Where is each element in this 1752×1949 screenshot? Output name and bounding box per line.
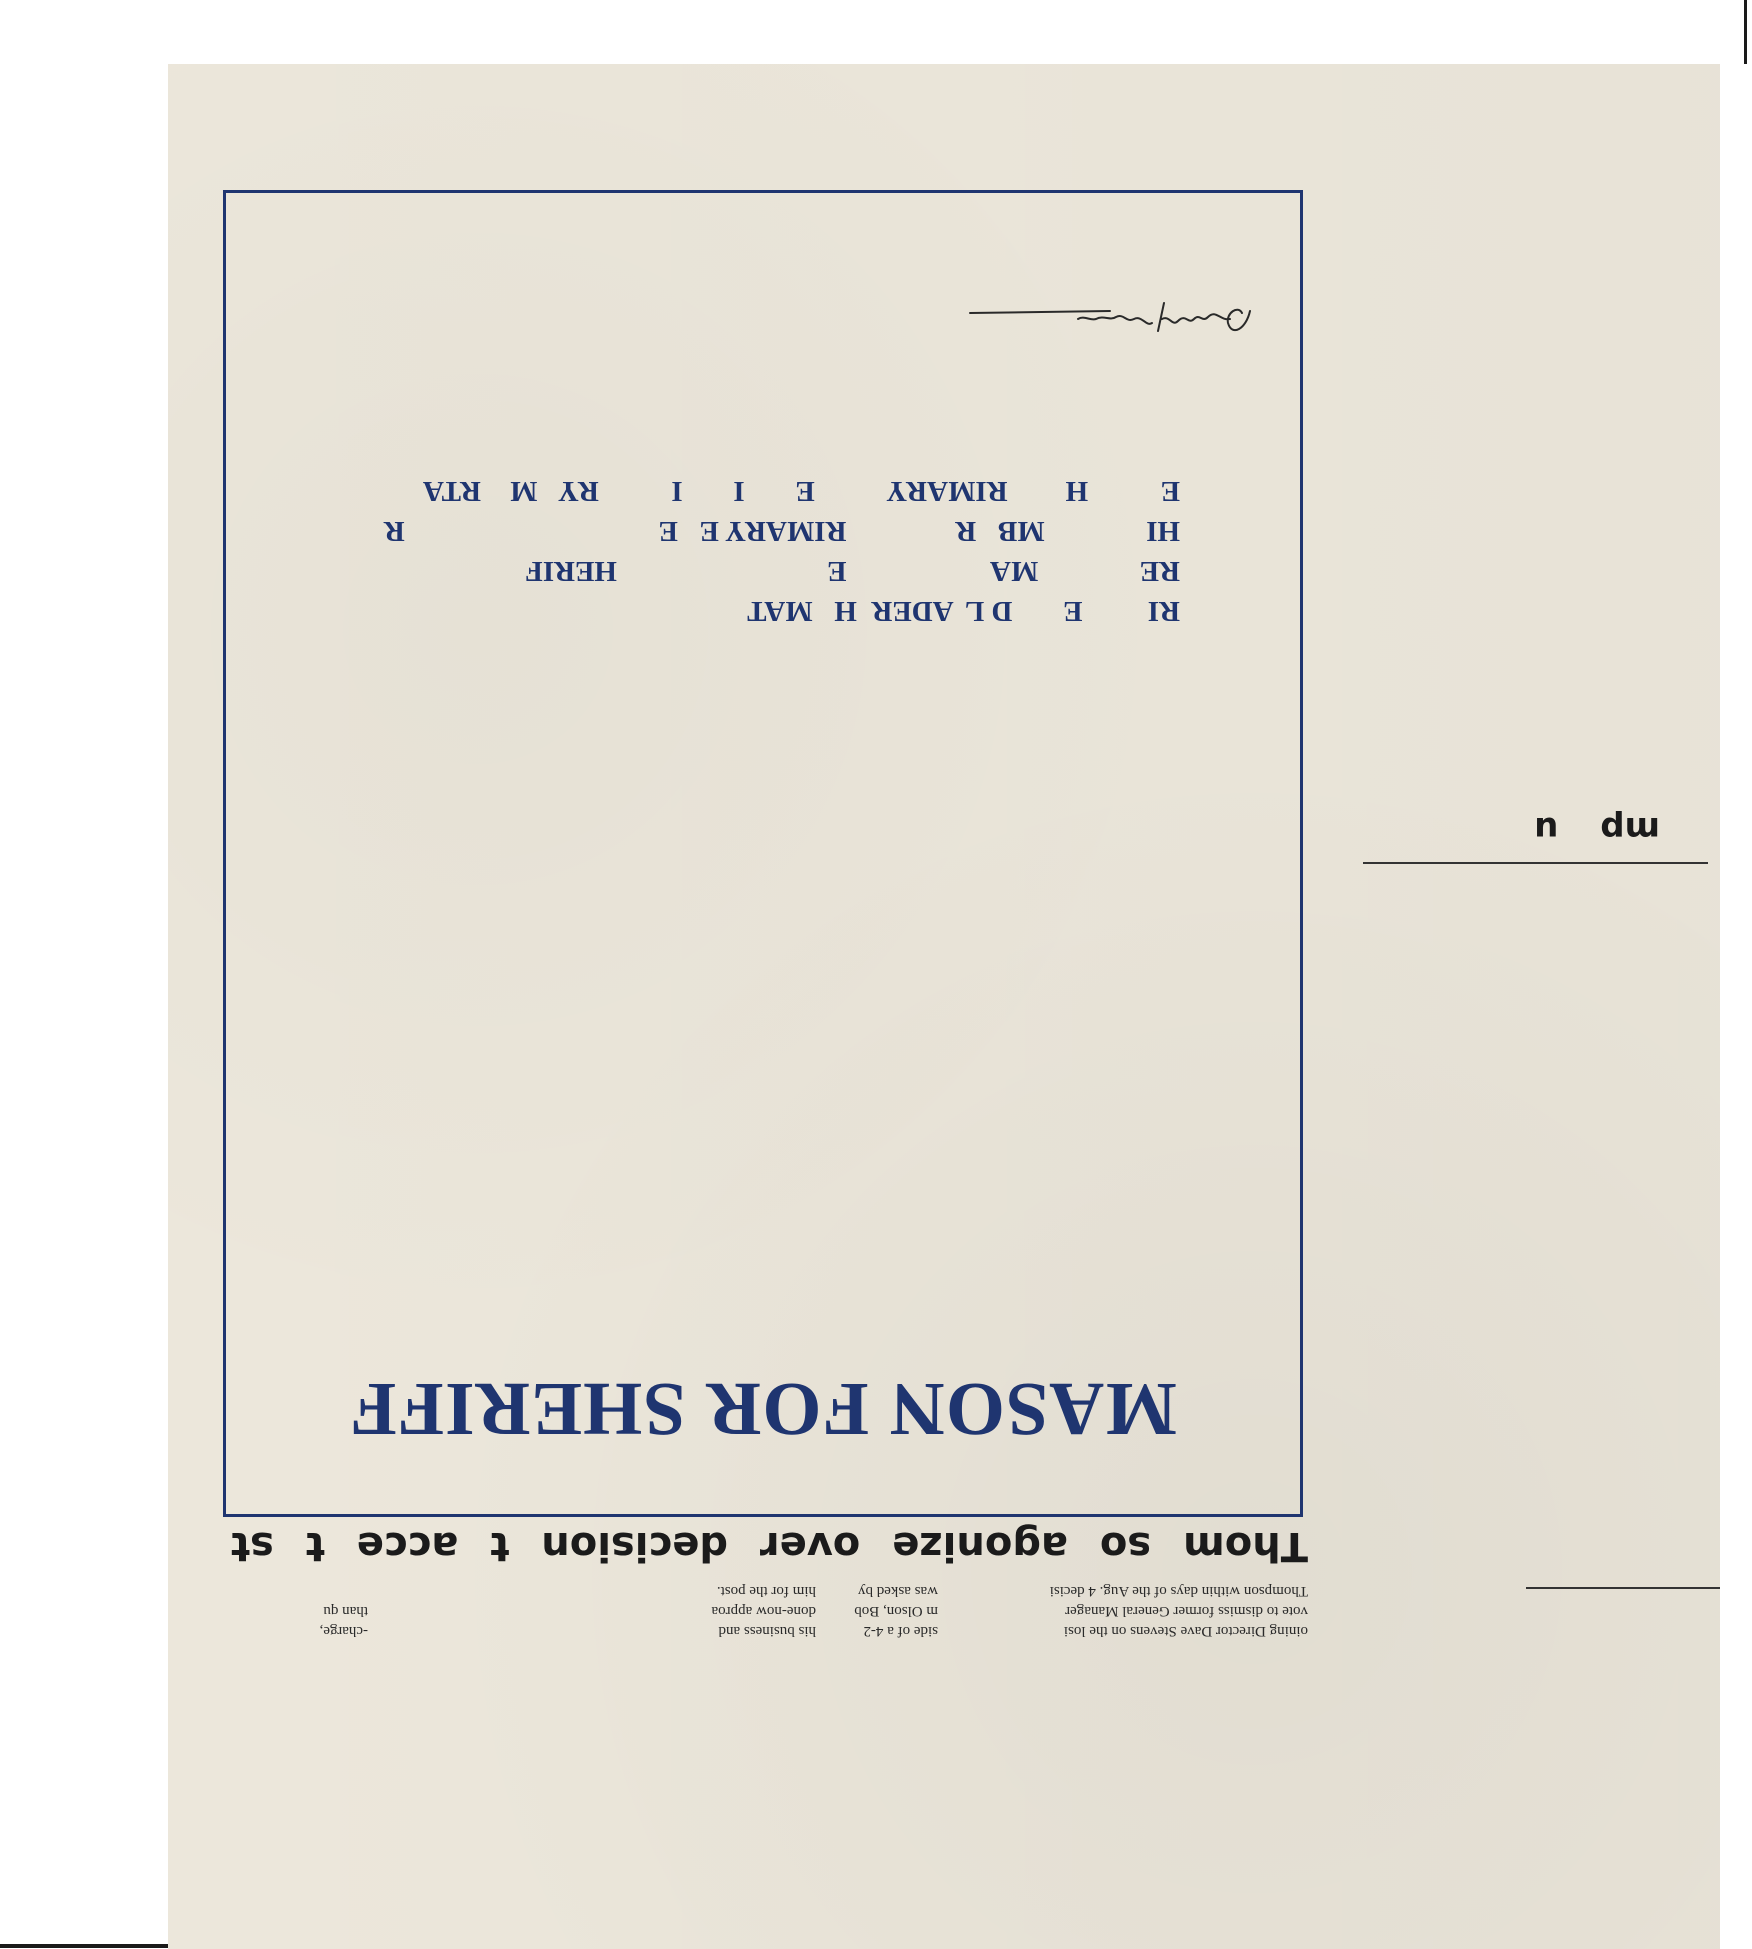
story-column: his business and done-now approa him for the post. <box>711 1583 816 1639</box>
column-rule <box>1363 862 1708 864</box>
scanner-frame-line <box>0 1944 170 1948</box>
story-column: -charge, than qu <box>319 1603 368 1639</box>
story-column: oining Director Dave Stevens on the losi vote to dismiss former General Manager Thompson within days of the Aug. 4 decisi <box>1049 1583 1308 1639</box>
handwritten-signature <box>960 289 1260 349</box>
ad-line: HI MB R RIMARY E E R <box>383 515 1180 547</box>
story-column: side of a 4-2 m Olson, Bob was asked by <box>854 1583 938 1639</box>
ad-line: E H RIMARY E I I RY M RTA <box>422 475 1180 507</box>
upside-down-scan <box>168 64 1720 1949</box>
ad-body <box>326 471 1180 631</box>
scanner-frame-line <box>1744 0 1747 64</box>
ad-headline: MASON FOR SHERIFF <box>349 1367 1177 1451</box>
ad-line: RI E D L ADER H MAT <box>747 595 1180 627</box>
ad-line: RE MA E HERIF <box>525 555 1180 587</box>
campaign-ad <box>223 190 1303 1517</box>
newspaper-page <box>168 64 1720 1949</box>
story-headline: Thom so agonize over decision t acce t st <box>230 1523 1308 1569</box>
sidebar-kicker: mp u <box>1534 809 1660 849</box>
column-rule <box>1526 1587 1720 1589</box>
